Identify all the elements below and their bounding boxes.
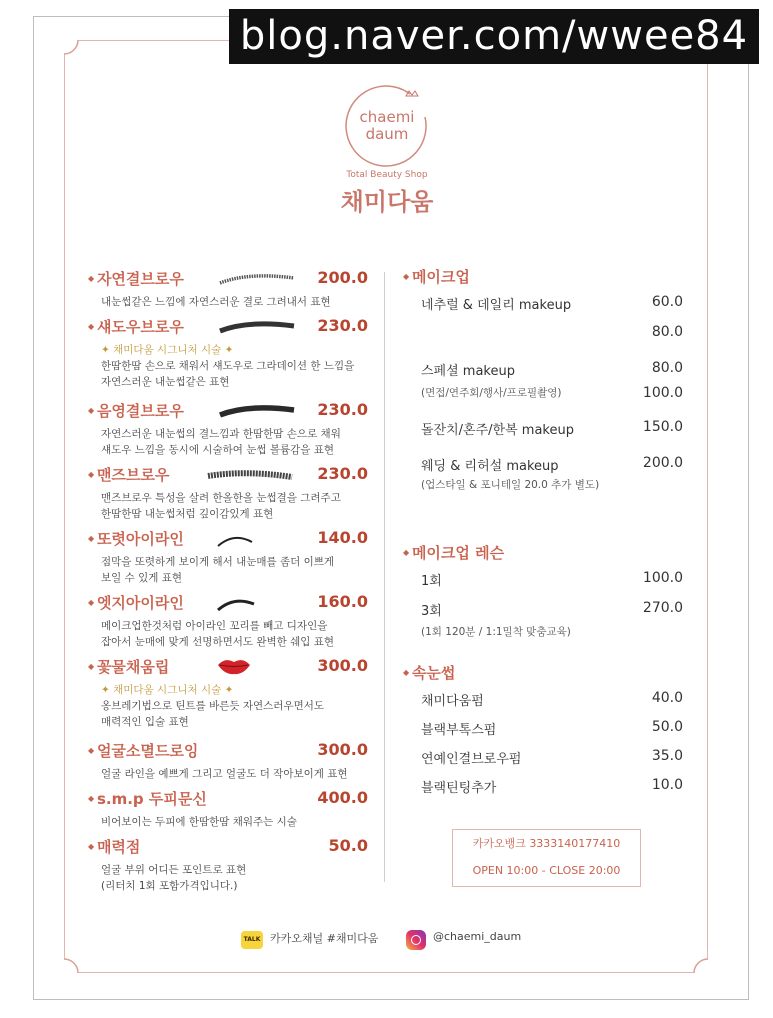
menu-item-desc: 얼굴 부위 어디든 포인트로 표현 bbox=[101, 864, 247, 876]
menu-item-mens-brow bbox=[88, 464, 368, 522]
row-label: (면접/연주회/행사/프로필촬영) bbox=[421, 387, 562, 399]
row-label: 연예인결브로우펌 bbox=[421, 752, 522, 767]
menu-item-desc: 메이크업한것처럼 아이라인 꼬리를 빼고 디자인을 bbox=[101, 620, 328, 632]
row-label: 3회 bbox=[421, 604, 442, 619]
price-row bbox=[403, 385, 683, 419]
menu-item-name: ◆ 음영결브로우 bbox=[88, 400, 184, 421]
logo-text-chaemi: chaemi bbox=[359, 108, 415, 126]
lips-icon bbox=[216, 656, 252, 676]
menu-item-desc: 섀도우 느낌을 동시에 시술하여 눈썹 볼륨감을 표현 bbox=[101, 444, 335, 456]
brow-mens-icon bbox=[206, 468, 296, 482]
section-title: ◆ 메이크업 bbox=[403, 266, 683, 294]
menu-item-natural-brow bbox=[88, 268, 368, 310]
row-value: 35.0 bbox=[651, 748, 683, 764]
brow-shade-icon bbox=[218, 404, 298, 418]
price-row bbox=[403, 294, 683, 324]
menu-item-price: 230.0 bbox=[317, 316, 368, 335]
menu-item-price: 230.0 bbox=[317, 464, 368, 483]
price-row bbox=[403, 360, 683, 385]
menu-item-name: ◆ 꽃물채움립 bbox=[88, 656, 169, 677]
price-row bbox=[403, 777, 683, 806]
menu-item-desc: 한땀한땀 내눈썹처럼 깊이감있게 표현 bbox=[101, 508, 274, 520]
row-label: 블랙틴팅추가 bbox=[421, 781, 497, 796]
shop-name: 채미다움 bbox=[340, 188, 434, 216]
menu-item-desc: 얼굴 라인을 예쁘게 그리고 얼굴도 더 작아보이게 표현 bbox=[101, 768, 348, 780]
price-row bbox=[403, 690, 683, 719]
row-label: 1회 bbox=[421, 574, 442, 589]
row-value: 150.0 bbox=[642, 419, 683, 435]
menu-item-shade-brow bbox=[88, 400, 368, 458]
menu-item-name: ◆ 맨즈브로우 bbox=[88, 464, 169, 485]
menu-item-desc: 잡아서 눈매에 맞게 선명하면서도 완벽한 쉐입 표현 bbox=[101, 636, 335, 648]
menu-item-smp bbox=[88, 788, 368, 830]
price-row bbox=[403, 719, 683, 748]
section-title: ◆ 속눈썹 bbox=[403, 662, 683, 690]
price-row bbox=[403, 419, 683, 455]
menu-item-shadow-brow bbox=[88, 316, 368, 390]
brow-shadow-icon bbox=[218, 320, 298, 334]
menu-item-desc: 매력적인 입술 표현 bbox=[101, 716, 189, 728]
section-note: (업스타일 & 포니테일 20.0 추가 별도) bbox=[421, 479, 600, 491]
brow-natural-icon bbox=[218, 272, 298, 286]
makeup-section bbox=[403, 266, 683, 499]
menu-item-desc: 보일 수 있게 표현 bbox=[101, 572, 183, 584]
row-value: 60.0 bbox=[651, 294, 683, 310]
column-divider bbox=[384, 272, 385, 882]
row-value: 10.0 bbox=[651, 777, 683, 793]
row-label: 돌잔치/혼주/한복 makeup bbox=[421, 423, 574, 438]
price-row bbox=[403, 600, 683, 630]
lash-section bbox=[403, 662, 683, 806]
lesson-section bbox=[403, 542, 683, 646]
row-value: 200.0 bbox=[642, 455, 683, 471]
menu-item-desc: 맨즈브로우 특성을 살려 한올한올 눈썹결을 그려주고 bbox=[101, 492, 341, 504]
menu-item-beauty-mark bbox=[88, 836, 368, 894]
menu-item-name: ◆ 또렷아이라인 bbox=[88, 528, 184, 549]
menu-item-name: ◆ 매력점 bbox=[88, 836, 140, 857]
row-value: 50.0 bbox=[651, 719, 683, 735]
price-row bbox=[403, 748, 683, 777]
menu-item-name: ◆ 엣지아이라인 bbox=[88, 592, 184, 613]
row-label: 블랙부톡스펌 bbox=[421, 723, 497, 738]
menu-item-price: 400.0 bbox=[317, 788, 368, 807]
menu-item-lip bbox=[88, 656, 368, 730]
row-label: 웨딩 & 리허설 makeup bbox=[421, 459, 559, 474]
menu-item-price: 230.0 bbox=[317, 400, 368, 419]
menu-item-name: ◆ 얼굴소멸드로잉 bbox=[88, 740, 198, 761]
menu-item-price: 200.0 bbox=[317, 268, 368, 287]
menu-item-desc: 점막을 또렷하게 보이게 해서 내눈매를 좀더 이쁘게 bbox=[101, 556, 335, 568]
signature-badge: ✦ 채미다움 시그니처 시술 ✦ bbox=[101, 684, 234, 696]
row-value: 80.0 bbox=[651, 324, 683, 340]
price-row bbox=[403, 324, 683, 354]
signature-badge: ✦ 채미다움 시그니처 시술 ✦ bbox=[101, 344, 234, 356]
row-value: 100.0 bbox=[642, 570, 683, 586]
price-row bbox=[403, 455, 683, 483]
kakao-talk-icon[interactable]: TALK bbox=[241, 931, 263, 949]
menu-item-name: ◆ s.m.p 두피문신 bbox=[88, 788, 207, 809]
edge-eyeliner-icon bbox=[216, 596, 256, 612]
logo-subtitle: Total Beauty Shop bbox=[346, 170, 428, 180]
bank-account: 카카오뱅크 3333140177410 bbox=[472, 837, 621, 850]
menu-item-desc: 자연스러운 내눈썹같은 표현 bbox=[101, 376, 230, 388]
row-value: 100.0 bbox=[642, 385, 683, 401]
menu-item-edge-eyeliner bbox=[88, 592, 368, 650]
menu-item-eyeliner bbox=[88, 528, 368, 586]
menu-item-desc: 한땀한땀 손으로 채워서 섀도우로 그라데이션 한 느낌을 bbox=[101, 360, 355, 372]
price-row bbox=[403, 570, 683, 600]
section-note: (1회 120분 / 1:1밀착 맞춤교육) bbox=[421, 626, 571, 638]
menu-item-face-drawing bbox=[88, 740, 368, 782]
kakao-channel-link[interactable]: 카카오채널 #채미다움 bbox=[270, 932, 379, 945]
instagram-link[interactable]: @chaemi_daum bbox=[433, 930, 522, 943]
instagram-icon[interactable] bbox=[406, 930, 426, 950]
menu-item-price: 300.0 bbox=[317, 656, 368, 675]
menu-item-name: ◆ 자연결브로우 bbox=[88, 268, 184, 289]
section-title: ◆ 메이크업 레슨 bbox=[403, 542, 683, 570]
menu-item-desc: 자연스러운 내눈썹의 결느낌과 한땀한땀 손으로 채워 bbox=[101, 428, 341, 440]
menu-item-price: 300.0 bbox=[317, 740, 368, 759]
menu-item-price: 140.0 bbox=[317, 528, 368, 547]
row-label: 네추럴 & 데일리 makeup bbox=[421, 298, 572, 313]
menu-item-desc: 내눈썹같은 느낌에 자연스러운 결로 그려내서 표현 bbox=[101, 296, 331, 308]
business-hours: OPEN 10:00 - CLOSE 20:00 bbox=[472, 864, 621, 877]
menu-item-desc: (리터치 1회 포함가격입니다.) bbox=[101, 880, 238, 892]
menu-item-price: 160.0 bbox=[317, 592, 368, 611]
eyeliner-icon bbox=[216, 532, 256, 548]
menu-item-price: 50.0 bbox=[328, 836, 368, 855]
row-value: 40.0 bbox=[651, 690, 683, 706]
menu-item-desc: 옹브레기법으로 틴트를 바른듯 자연스러우면서도 bbox=[101, 700, 325, 712]
row-value: 270.0 bbox=[642, 600, 683, 616]
blog-watermark: blog.naver.com/wwee84 bbox=[229, 9, 759, 64]
logo-text-daum: daum bbox=[365, 125, 409, 143]
row-label: 채미다움펌 bbox=[421, 694, 484, 709]
menu-item-name: ◆ 섀도우브로우 bbox=[88, 316, 184, 337]
row-value: 80.0 bbox=[651, 360, 683, 376]
row-label: 스페셜 makeup bbox=[421, 364, 515, 379]
menu-item-desc: 비어보이는 두피에 한땀한땀 채워주는 시술 bbox=[101, 816, 297, 828]
bank-info-box bbox=[452, 829, 641, 887]
